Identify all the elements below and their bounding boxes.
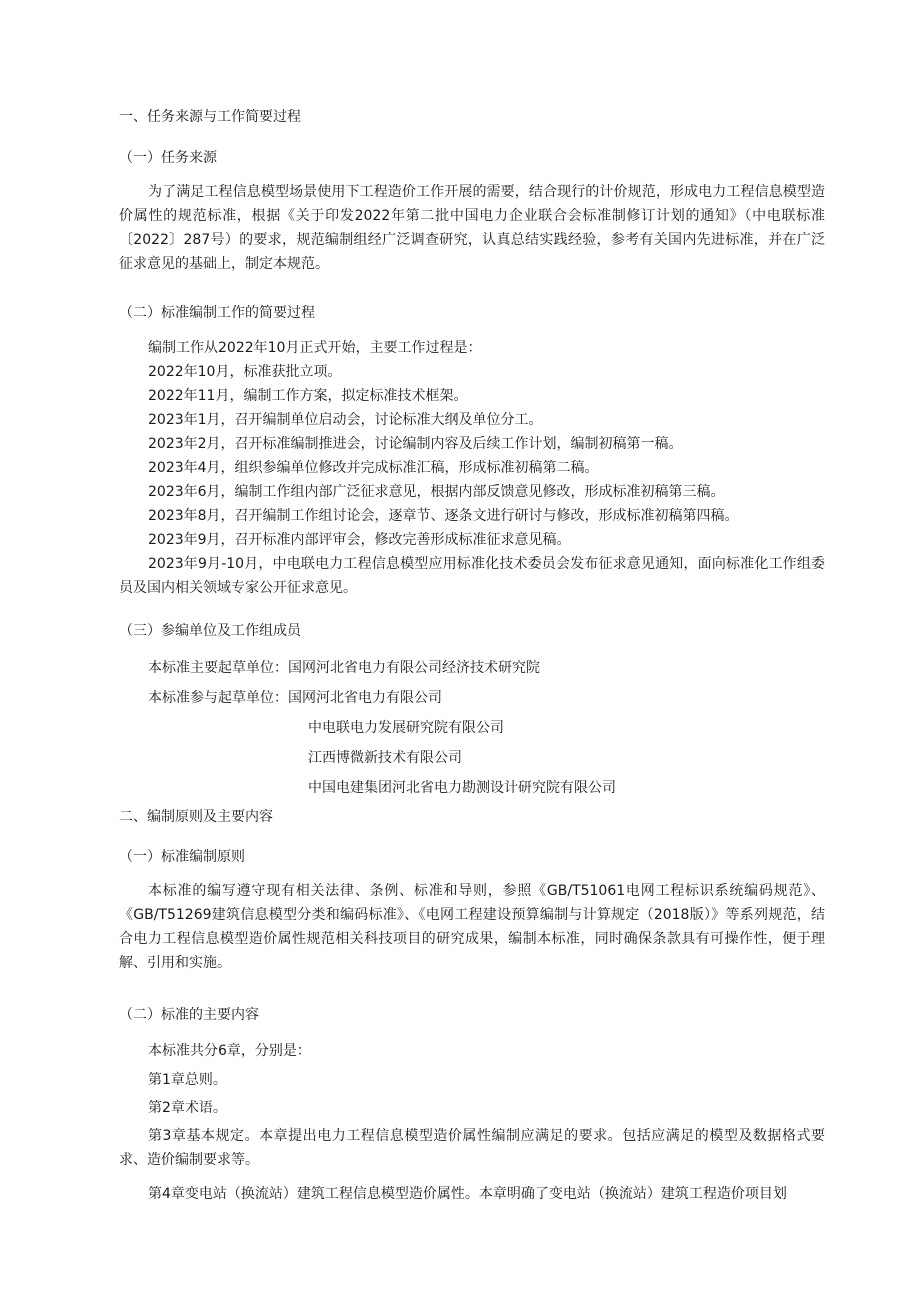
participating-units-row — [148, 690, 442, 706]
section-1-heading: 一、任务来源与工作简要过程 — [119, 109, 301, 125]
process-item: 2023年9月，召开标准内部评审会，修改完善形成标准征求意见稿。 — [148, 532, 571, 548]
chapter-1: 第1章总则。 — [148, 1072, 227, 1088]
principles-paragraph: 本标准的编写遵守现有相关法律、条例、标准和导则，参照《GB/T51061电网工程标识系统编码规范》、《GB/T51269建筑信息模型分类和编码标准》、《电网工程建设预算编制与计算规定（2018版）》等系列规范，结合电力工程信息模型造价属性规范相关科技项目的研究成果，编制本标准，同时确保条款具有可操作性，便于理解、引用和实施。 — [119, 883, 825, 971]
process-item: 2022年10月，标准获批立项。 — [148, 364, 342, 380]
process-intro: 编制工作从2022年10月正式开始，主要工作过程是： — [148, 340, 482, 356]
process-last-paragraph: 2023年9月-10月，中电联电力工程信息模型应用标准化技术委员会发布征求意见通知，面向标准化工作组委员及国内相关领域专家公开征求意见。 — [119, 556, 825, 596]
chapter-3-paragraph: 第3章基本规定。本章提出电力工程信息模型造价属性编制应满足的要求。包括应满足的模型及数据格式要求、造价编制要求等。 — [119, 1128, 825, 1168]
process-item: 2022年11月，编制工作方案，拟定标准技术框架。 — [148, 388, 468, 404]
process-item: 2023年2月，召开标准编制推进会，讨论编制内容及后续工作计划，编制初稿第一稿。 — [148, 436, 683, 452]
participating-unit: 国网河北省电力有限公司 — [288, 690, 442, 706]
process-item: 2023年6月，编制工作组内部广泛征求意见，根据内部反馈意见修改，形成标准初稿第三稿。 — [148, 484, 725, 500]
participating-unit: 中国电建集团河北省电力勘测设计研究院有限公司 — [308, 780, 616, 796]
participating-label: 本标准参与起草单位： — [148, 690, 288, 706]
chapter-2: 第2章术语。 — [148, 1100, 227, 1116]
participating-unit: 中电联电力发展研究院有限公司 — [308, 720, 504, 736]
section-2-2-heading: （二）标准的主要内容 — [119, 1007, 259, 1023]
task-source-paragraph: 为了满足工程信息模型场景使用下工程造价工作开展的需要，结合现行的计价规范，形成电力工程信息模型造价属性的规范标准，根据《关于印发2022年第二批中国电力企业联合会标准制修订计划的通知》（中电联标准〔2022〕287号）的要求，规范编制组经广泛调查研究，认真总结实践经验，参考有关国内先进标准，并在广泛征求意见的基础上，制定本规范。 — [119, 184, 825, 272]
process-item: 2023年8月，召开编制工作组讨论会，逐章节、逐条文进行研讨与修改，形成标准初稿第四稿。 — [148, 508, 739, 524]
main-drafting-label: 本标准主要起草单位： — [148, 660, 288, 676]
chapter-4-paragraph: 第4章变电站（换流站）建筑工程信息模型造价属性。本章明确了变电站（换流站）建筑工程造价项目划 — [148, 1186, 787, 1202]
main-drafting-unit-row — [148, 660, 540, 676]
participating-unit: 江西博微新技术有限公司 — [308, 750, 462, 766]
process-item: 2023年4月，组织参编单位修改并完成标准汇稿，形成标准初稿第二稿。 — [148, 460, 599, 476]
process-item: 2023年1月，召开编制单位启动会，讨论标准大纲及单位分工。 — [148, 412, 543, 428]
section-2-1-heading: （一）标准编制原则 — [119, 849, 245, 865]
content-intro: 本标准共分6章，分别是： — [148, 1043, 311, 1059]
section-2-heading: 二、编制原则及主要内容 — [119, 809, 273, 825]
section-1-3-heading: （三）参编单位及工作组成员 — [119, 623, 301, 639]
main-drafting-unit: 国网河北省电力有限公司经济技术研究院 — [288, 660, 540, 676]
section-1-2-heading: （二）标准编制工作的简要过程 — [119, 305, 315, 321]
section-1-1-heading: （一）任务来源 — [119, 150, 217, 166]
